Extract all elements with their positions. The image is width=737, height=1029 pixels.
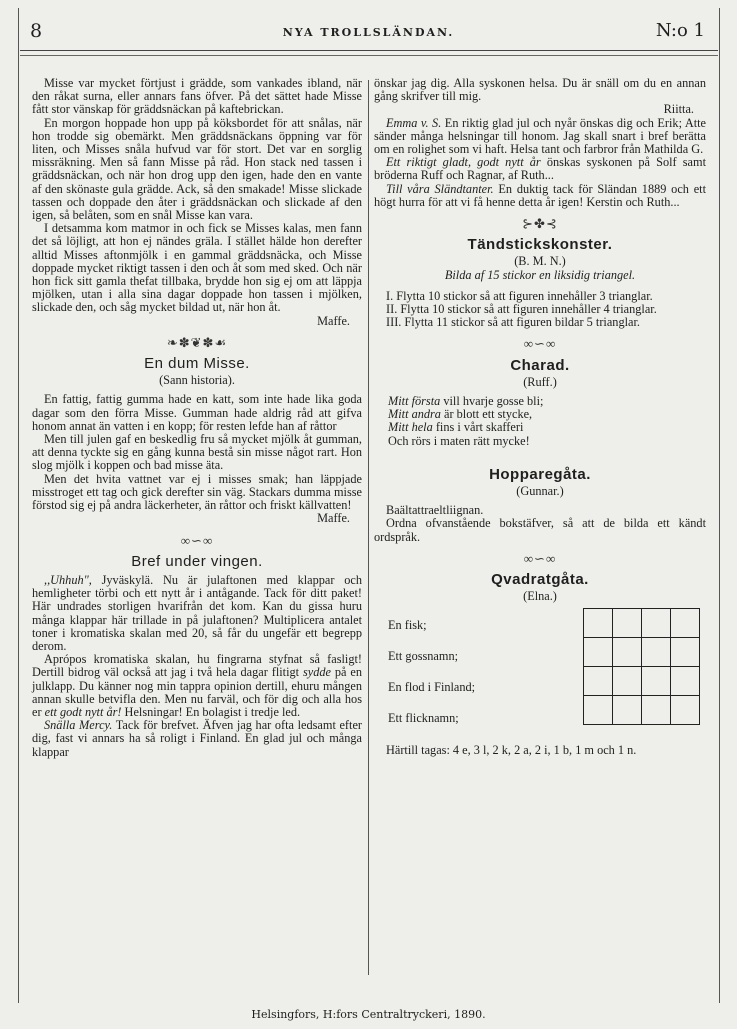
emphasis: Mitt första [388, 394, 441, 409]
puzzle-heading: Hopparegåta. [489, 465, 591, 483]
puzzle-author: (Ruff.) [523, 374, 557, 389]
letter-paragraph [32, 653, 362, 719]
right-column [374, 77, 706, 757]
paragraph: Men det hvita vattnet var ej i misses smak; han läppjade misstroget ett tag och gick derefter sin väg. Stackars dumma misse förstod sig ej på andra läckerheter, än råttor och friskt källvatten! [32, 471, 362, 513]
header-rule-thin [20, 55, 718, 56]
signature: Riitta. [663, 102, 694, 117]
article-heading: En dum Misse. [144, 355, 250, 373]
letter-text: En duktig tack för Sländan 1889 och ett högt hurra för att vi få henne detta år igen! Kerstin och Ruth... [374, 181, 706, 209]
verse-text: vill hvarje gosse bli; [440, 394, 544, 409]
signature: Maffe. [317, 313, 350, 328]
grid-cell [671, 637, 700, 666]
puzzle-author: (Elna.) [523, 589, 557, 604]
letter-addressee: Emma v. S. [386, 115, 442, 130]
grid-cell [613, 637, 642, 666]
letter-paragraph [374, 117, 706, 157]
square-grid [583, 608, 700, 725]
clue-row: En flod i Finland; [388, 679, 476, 694]
puzzle-question: II. Flytta 10 stickor så att figuren innehåller 4 trianglar. [386, 302, 657, 317]
puzzle-heading: Tändstickskonster. [467, 236, 613, 254]
letter-addressee: Snälla Mercy. [44, 718, 113, 733]
puzzle-question: I. Flytta 10 stickor så att figuren innehåller 3 trianglar. [386, 288, 653, 303]
grid-cell [584, 637, 613, 666]
left-column [32, 77, 362, 759]
puzzle-letters: Baältattraeltliignan. [386, 503, 484, 518]
letter-addressee: Till våra Sländtanter. [386, 181, 494, 196]
emphasis: Mitt andra [388, 407, 441, 422]
puzzle-hint: Härtill tagas: 4 e, 3 l, 2 k, 2 a, 2 i, 1 b, 1 m och 1 n. [386, 742, 637, 757]
clue-row: Ett gossnamn; [388, 648, 459, 663]
article-subheading: (Sann historia). [159, 373, 235, 388]
letter-paragraph [32, 719, 362, 759]
paragraph: En fattig, fattig gumma hade en katt, som inte hade lika goda dagar som den förra Misse. Gumman hade aldrig råd att gifva honom annat än vatten i en kopp; för resten lefde han af råttor [32, 392, 362, 433]
grid-cell [642, 637, 671, 666]
paragraph: Men till julen gaf en beskedlig fru så mycket mjölk åt gumman, att denna tyckte sig en gång kunna bestå sin misse något rart. Hon slog mjölk i koppen och bad misse äta. [32, 432, 362, 473]
letter-paragraph [374, 183, 706, 209]
emphasis: Mitt hela [388, 420, 433, 435]
grid-cell [671, 608, 700, 637]
signature: Maffe. [317, 511, 350, 526]
grid-cell [584, 608, 613, 637]
ornament: ⊱✤⊰ [522, 216, 558, 232]
puzzle-heading: Charad. [510, 356, 570, 374]
page-number: 8 [30, 20, 43, 42]
letter-text: Tack för brefvet. Äfven jag har ofta ledsamt efter dig, fast vi annars ha så roligt i Finland. En glad jul och många klappar [32, 718, 362, 759]
square-puzzle [374, 608, 706, 738]
grid-cell [671, 695, 700, 724]
puzzle-heading: Qvadratgåta. [491, 571, 589, 589]
letter-addressee: ,,Uhhuh", [44, 572, 102, 587]
letter-addressee: Ett riktigt gladt, godt nytt år [386, 155, 541, 170]
clue-row: Ett flicknamn; [388, 710, 459, 725]
grid-cell [613, 695, 642, 724]
letter-text: Helsningar! En bolagist i tredje led. [121, 704, 301, 719]
verse-text: fins i vårt skafferi [432, 420, 524, 435]
letter-text: Jyväskylä. Nu är julaftonen med klappar och hemligheter törbi och ett nytt år i antågande. Tack för ditt paket! Här undrades storligen hvarifrån det kom. Kan du gissa huru många klappar här trillade in på julaftonen? Multiplicera antalet toner i kromatiska skalan med 20, så får du ungefär ett begrepp derom. [32, 572, 362, 653]
verse-text: är blott ett stycke, [440, 407, 533, 422]
letter-paragraph [374, 156, 706, 182]
emphasis: ett godt nytt år! [44, 704, 122, 719]
magazine-title: NYA TROLLSLÄNDAN. [282, 26, 455, 39]
verse-line [388, 421, 706, 434]
ornament: ∞∽∞ [523, 336, 557, 352]
grid-cell [584, 666, 613, 695]
charade-verse [374, 395, 706, 448]
puzzle-question: Ordna ofvanstående bokstäfver, så att de bilda ett kändt ordspråk. [374, 516, 706, 544]
header-rule [20, 50, 718, 51]
paragraph: En morgon hoppade hon upp på köksbordet för att snålas, när hon trodde sig obemärkt. Men gräddsnäckans öppning var för liten, och Misses snåla hufvud var för stort. Det var en sorglig missräkning. Men så fann Misse på råd. Hon stack ned tassen i gräddsnäckan, och när hon drog upp den igen, hade den en vante af den skönaste gula grädde. Ack, så den smakade! Misse slickade tassen och doppade den åter i gräddsnäckan och slickade af den igen, så belåten, som en snål Misse kan vara. [32, 115, 362, 223]
grid-cell [613, 666, 642, 695]
paragraph: Misse var mycket förtjust i grädde, som vankades ibland, när den råkat surna, eller annars fans öfver. På det sättet hade Misse fått stor vänskap för gräddsnäckan på kaftebrickan. [32, 76, 362, 117]
puzzle-author: (Gunnar.) [516, 484, 564, 499]
letter-text: önskas syskonen på Solf samt bröderna Ruff och Ragnar, af Ruth... [374, 155, 706, 183]
letter-text: på en julklapp. Du känner nog min tappra opinion dertill, ehuru mången annan skulle betvifla den. Men nu farväl, och för dig och alla hos er [32, 665, 362, 719]
puzzle-author: (B. M. N.) [514, 254, 566, 269]
puzzle-instruction: Bilda af 15 stickor en liksidig triangel. [444, 267, 636, 282]
column-separator [368, 80, 369, 975]
clue-row: En fisk; [388, 617, 427, 632]
ornament: ❧✽❦✽☙ [166, 334, 228, 350]
emphasis: sydde [302, 665, 331, 680]
paragraph: I detsamma kom matmor in och fick se Misses kalas, men fann det så löjligt, att hon ej nändes gräla. I stället hälde hon derefter alltid Misses aftonmjölk i en gammal gräddsnäcka, och Misse doppade mycket riktigt tassen i den och åt som med sked. Och när hon fick sitt gamla thefat tillbaka, brydde hon sig ej om att läppja mjölken, utan i alla sina dagar doppade hon tassen i mjölken, slickade den, och såg mycket bildad ut, när hon åt. [32, 221, 362, 315]
grid-cell [642, 608, 671, 637]
grid-cell [671, 666, 700, 695]
ornament: ∞∽∞ [523, 550, 557, 566]
letter-text: En riktig glad jul och nyår önskas dig och Erik; Atte sänder många helsningar till honom. Jag skall snart i bref berätta om en rolighet som vi haft. Helsa tant och farbror från Mathilda G. [374, 115, 706, 157]
paragraph: önskar jag dig. Alla syskonen helsa. Du är snäll om du en annan gång skrifver till mig. [374, 76, 706, 104]
letter-paragraph [32, 574, 362, 653]
letter-text: Aprópos kromatiska skalan, hu fingrarna styfnat så fasligt! Dertill bidrog väl också att jag i två hela dagar flitigt [32, 652, 362, 680]
printer-footer: Helsingfors, H:fors Centraltryckeri, 1890. [251, 1008, 486, 1021]
grid-cell [584, 695, 613, 724]
section-heading: Bref under vingen. [131, 552, 263, 570]
grid-cell [642, 695, 671, 724]
verse-line: Och rörs i maten rätt mycke! [388, 433, 530, 448]
grid-cell [642, 666, 671, 695]
puzzle-question: III. Flytta 11 stickor så att figuren bildar 5 trianglar. [386, 315, 640, 330]
ornament: ∞∽∞ [180, 532, 214, 548]
issue-number: N:o 1 [655, 20, 705, 41]
grid-cell [613, 608, 642, 637]
